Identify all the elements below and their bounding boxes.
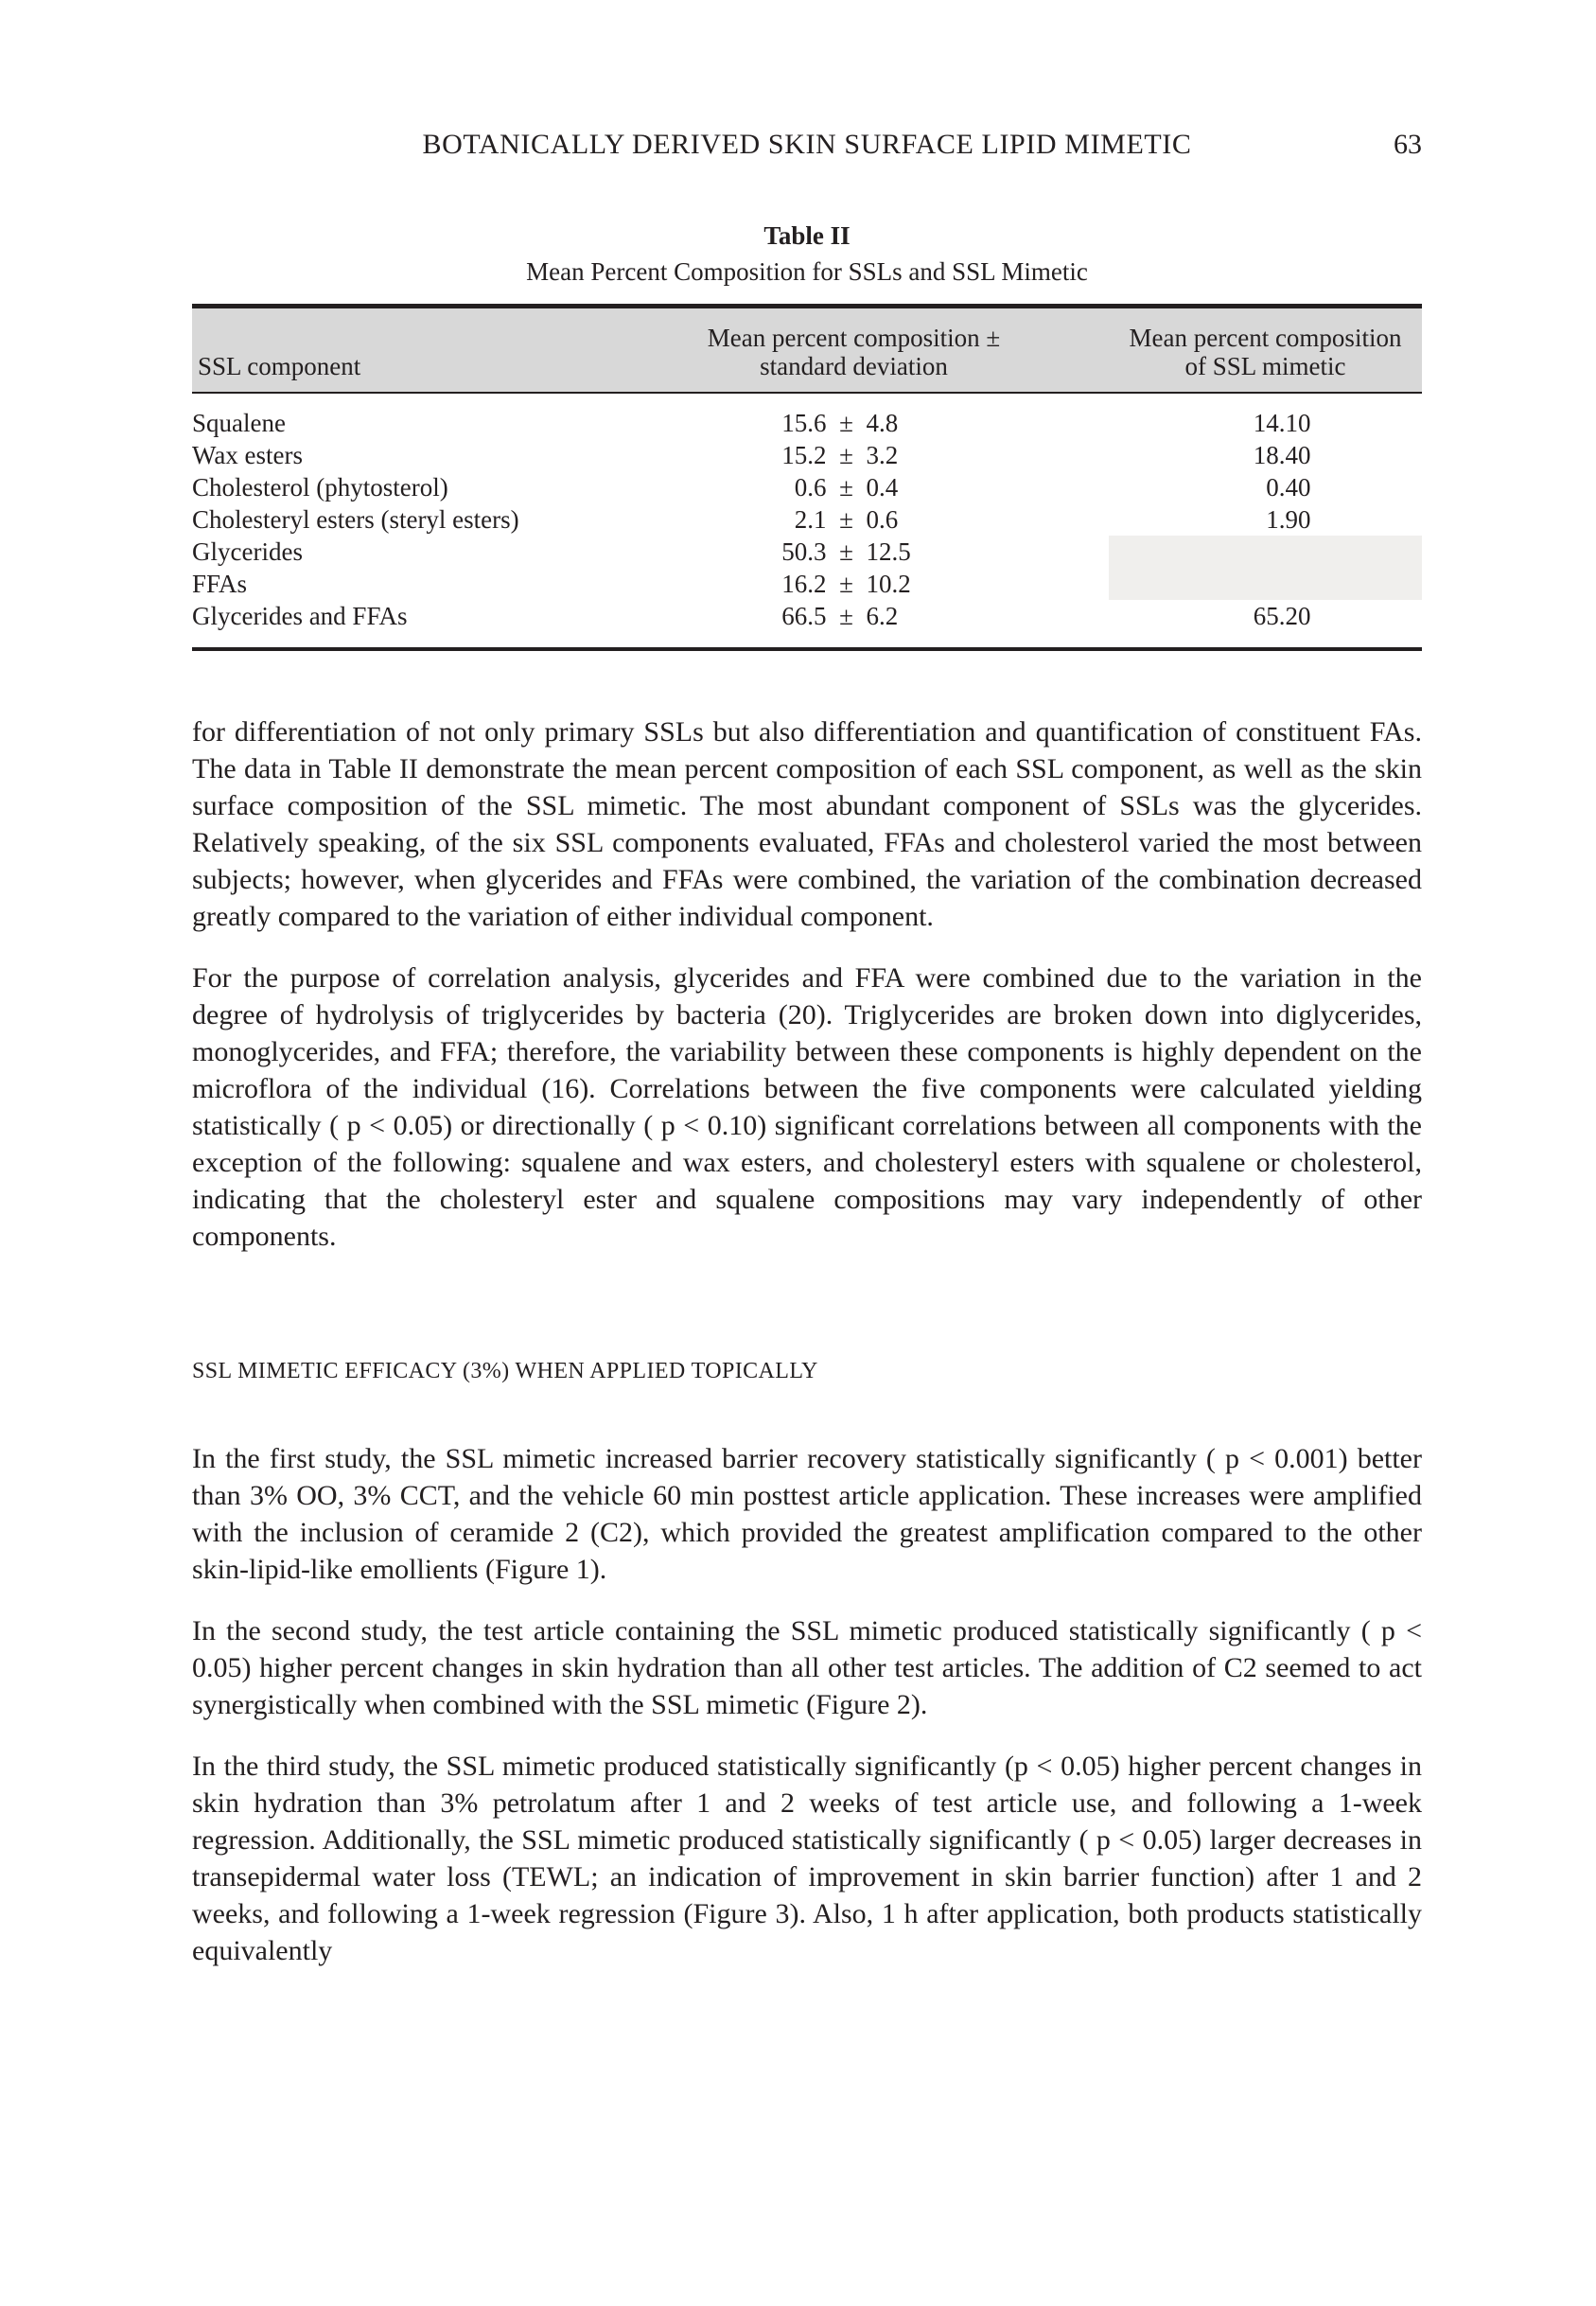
component-cell: Glycerides xyxy=(192,537,303,566)
section-heading: SSL MIMETIC EFFICACY (3%) WHEN APPLIED TOPICALLY xyxy=(192,1359,818,1383)
col-header-mimetic-line1: Mean percent composition xyxy=(1129,324,1402,352)
col-header-mimetic xyxy=(1109,307,1422,394)
col-header-component: SSL component xyxy=(192,307,599,394)
mean-value: 2.1 xyxy=(794,505,827,534)
plus-minus-symbol: ± xyxy=(839,409,853,437)
mimetic-cell xyxy=(1109,471,1422,503)
table-subtitle: Mean Percent Composition for SSLs and SSL Mimetic xyxy=(526,257,1088,286)
mimetic-value: 18.40 xyxy=(1253,441,1311,469)
sd-value: 12.5 xyxy=(866,537,911,566)
sd-value: 6.2 xyxy=(866,602,899,630)
sd-value: 4.8 xyxy=(866,409,899,437)
table-title: Table II xyxy=(763,221,851,250)
table-row xyxy=(192,439,1422,471)
sd-value: 0.4 xyxy=(866,473,899,502)
component-cell: Cholesteryl esters (steryl esters) xyxy=(192,505,519,534)
mean-sd-cell xyxy=(599,536,1109,568)
mean-value: 15.6 xyxy=(781,409,827,437)
plus-minus-symbol: ± xyxy=(839,537,853,566)
table-row xyxy=(192,503,1422,536)
paragraph-4: In the second study, the test article containing the SSL mimetic produced statistically significantly ( p < 0.05) higher percent changes in skin hydration than all other test articles. The addition of C2 seemed to act synergistically when combined with the SSL mimetic (Figure 2). xyxy=(192,1615,1422,1720)
table-row xyxy=(192,600,1422,649)
mean-sd-cell xyxy=(599,393,1109,439)
paragraph-2: For the purpose of correlation analysis, glycerides and FFA were combined due to the variation in the degree of hydrolysis of triglycerides by bacteria (20). Triglycerides are broken down into diglycerides, monoglycerides, and FFA; therefore, the variability between these components is highly dependent on the microflora of the individual (16). Correlations between the five components were calculated yielding statistically ( p < 0.05) or directionally ( p < 0.10) significant correlations between all components with the exception of the following: squalene and wax esters, and cholesteryl esters with squalene or cholesterol, indicating that the cholesteryl ester and squalene compositions may vary independently of other components. xyxy=(192,962,1422,1252)
mean-sd-cell xyxy=(599,600,1109,649)
running-head-title: BOTANICALLY DERIVED SKIN SURFACE LIPID MIMETIC xyxy=(422,129,1192,160)
text-column xyxy=(192,128,1422,1969)
component-cell: Squalene xyxy=(192,409,286,437)
table-header-row xyxy=(192,307,1422,394)
mimetic-cell xyxy=(1109,439,1422,471)
col-header-mean-sd xyxy=(599,307,1109,394)
component-cell: Glycerides and FFAs xyxy=(192,602,408,630)
table-row xyxy=(192,471,1422,503)
col-header-mean-sd-line2: standard deviation xyxy=(760,352,948,380)
paragraph-5: In the third study, the SSL mimetic produced statistically significantly (p < 0.05) higher percent changes in skin hydration than 3% petrolatum after 1 and 2 weeks of test article use, and following a 1-week regression. Additionally, the SSL mimetic produced statistically significantly ( p < 0.05) larger decreases in transepidermal water loss (TEWL; an indication of improvement in skin barrier function) after 1 and 2 weeks, and following a 1-week regression (Figure 3). Also, 1 h after application, both products statistically equivalently xyxy=(192,1751,1422,1966)
mean-sd-cell xyxy=(599,439,1109,471)
component-cell: Cholesterol (phytosterol) xyxy=(192,473,448,502)
mimetic-cell xyxy=(1109,393,1422,439)
mean-value: 66.5 xyxy=(781,602,827,630)
running-head xyxy=(192,128,1422,162)
mimetic-value: 1.90 xyxy=(1266,505,1311,534)
mimetic-cell xyxy=(1109,600,1422,649)
paragraph-3: In the first study, the SSL mimetic increased barrier recovery statistically significantly ( p < 0.001) better than 3% OO, 3% CCT, and the vehicle 60 min posttest article application. These increases were amplified with the inclusion of ceramide 2 (C2), which provided the greatest amplification compared to the other skin-lipid-like emollients (Figure 1). xyxy=(192,1443,1422,1585)
component-cell: Wax esters xyxy=(192,441,304,469)
mimetic-cell-shaded xyxy=(1109,536,1422,568)
page-number: 63 xyxy=(1394,129,1422,160)
plus-minus-symbol: ± xyxy=(839,473,853,502)
mean-sd-cell xyxy=(599,568,1109,600)
col-header-mimetic-line2: of SSL mimetic xyxy=(1184,352,1346,380)
table-row xyxy=(192,568,1422,600)
mean-value: 50.3 xyxy=(781,537,827,566)
plus-minus-symbol: ± xyxy=(839,441,853,469)
mimetic-value: 14.10 xyxy=(1253,409,1311,437)
mean-value: 15.2 xyxy=(781,441,827,469)
mimetic-cell-shaded xyxy=(1109,568,1422,600)
table-row xyxy=(192,536,1422,568)
plus-minus-symbol: ± xyxy=(839,505,853,534)
plus-minus-symbol: ± xyxy=(839,602,853,630)
sd-value: 0.6 xyxy=(866,505,899,534)
composition-table xyxy=(192,304,1422,651)
mimetic-cell xyxy=(1109,503,1422,536)
mean-value: 0.6 xyxy=(794,473,827,502)
mimetic-value: 65.20 xyxy=(1253,602,1311,630)
sd-value: 10.2 xyxy=(866,570,911,598)
plus-minus-symbol: ± xyxy=(839,570,853,598)
mean-value: 16.2 xyxy=(781,570,827,598)
col-header-mean-sd-line1: Mean percent composition ± xyxy=(707,324,1001,352)
table-row xyxy=(192,393,1422,439)
mimetic-value: 0.40 xyxy=(1266,473,1311,502)
mean-sd-cell xyxy=(599,503,1109,536)
paragraph-1: for differentiation of not only primary SSLs but also differentiation and quantification of constituent FAs. The data in Table II demonstrate the mean percent composition of each SSL component, as well as the skin surface composition of the SSL mimetic. The most abundant component of SSLs was the glycerides. Relatively speaking, of the six SSL components evaluated, FFAs and cholesterol varied the most between subjects; however, when glycerides and FFAs were combined, the variation of the combination decreased greatly compared to the variation of either individual component. xyxy=(192,716,1422,932)
sd-value: 3.2 xyxy=(866,441,899,469)
mean-sd-cell xyxy=(599,471,1109,503)
component-cell: FFAs xyxy=(192,570,248,598)
